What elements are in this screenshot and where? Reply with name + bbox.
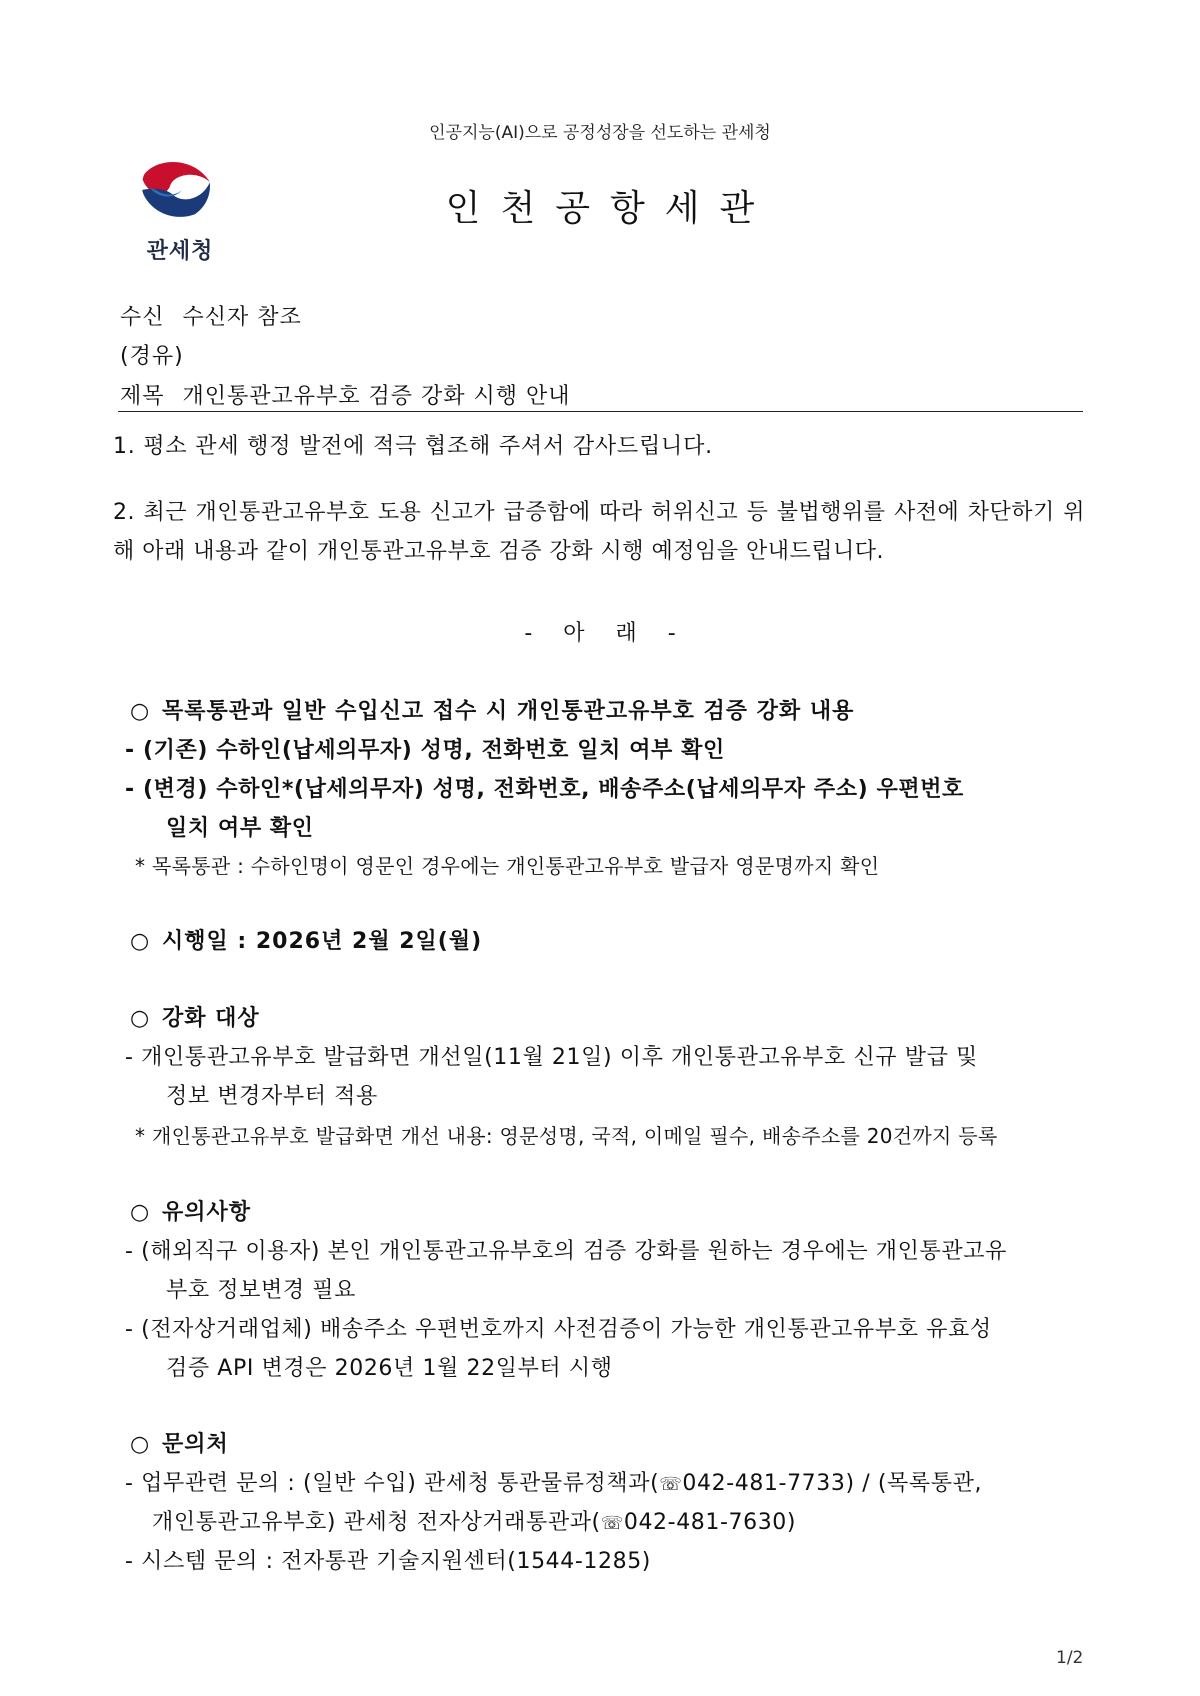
subject-value: 개인통관고유부호 검증 강화 시행 안내: [182, 384, 571, 409]
section-heading-target: [130, 1001, 260, 1032]
section-title: 강화 대상: [162, 1006, 260, 1031]
bullet-icon: ○: [130, 1200, 151, 1225]
subject-label: 제목: [120, 384, 165, 409]
section-heading-contact: [130, 1427, 229, 1458]
list-item-ecommerce-continued: 검증 API 변경은 2026년 1월 22일부터 시행: [166, 1356, 613, 1381]
bullet-icon: ○: [130, 699, 151, 724]
list-item-changed: - (변경) 수하인*(납세의무자) 성명, 전화번호, 배송주소(납세의무자 주소) 우편번호: [125, 777, 964, 802]
footnote-list-clearance: * 목록통관 : 수하인명이 영문인 경우에는 개인통관고유부호 발급자 영문명까지 확인: [135, 854, 880, 878]
section-title: 유의사항: [162, 1200, 252, 1225]
footnote-improvements: * 개인통관고유부호 발급화면 개선 내용: 영문성명, 국적, 이메일 필수, 배송주소를 20건까지 등록: [135, 1124, 998, 1148]
inquiry-text: ) / (목록통관,: [845, 1471, 983, 1496]
recipient-label: 수신: [120, 305, 165, 330]
paragraph-2: 2. 최근 개인통관고유부호 도용 신고가 급증함에 따라 허위신고 등 불법행위를 사전에 차단하기 위해 아래 내용과 같이 개인통관고유부호 검증 강화 시행 예정임을 안내드립니다.: [113, 500, 1085, 564]
list-item-direct-buyers-continued: 부호 정보변경 필요: [166, 1278, 357, 1303]
phone-number: 042-481-7630: [623, 1510, 787, 1535]
phone-icon: ☏: [600, 1513, 624, 1534]
list-item-target: - 개인통관고유부호 발급화면 개선일(11월 21일) 이후 개인통관고유부호 신규 발급 및: [125, 1045, 978, 1070]
bullet-icon: ○: [130, 929, 151, 954]
inquiry-text: ): [786, 1510, 797, 1535]
list-item-existing: - (기존) 수하인(납세의무자) 성명, 전화번호 일치 여부 확인: [125, 738, 725, 763]
below-marker: - 아 래 -: [524, 621, 676, 646]
organization-title: 인천공항세관: [445, 188, 775, 229]
list-item-target-continued: 정보 변경자부터 적용: [166, 1084, 378, 1109]
section-title: 시행일 : 2026년 2월 2일(월): [162, 929, 483, 954]
phone-number: 042-481-7733: [682, 1471, 846, 1496]
via-line: (경유): [120, 344, 184, 369]
subject-line: [120, 379, 571, 410]
paragraph-1: 1. 평소 관세 행정 발전에 적극 협조해 주셔서 감사드립니다.: [113, 434, 713, 459]
section-heading-effective-date: [130, 924, 482, 955]
list-item-business-inquiry-continued: [152, 1505, 796, 1536]
section-title: 목록통관과 일반 수입신고 접수 시 개인통관고유부호 검증 강화 내용: [162, 699, 855, 724]
inquiry-text: - 업무관련 문의 : (일반 수입) 관세청 통관물류정책과(: [125, 1471, 660, 1496]
logo-text: 관세청: [146, 239, 214, 264]
section-heading-inspection: [130, 694, 854, 725]
recipient-value: 수신자 참조: [182, 305, 302, 330]
phone-icon: ☏: [659, 1474, 683, 1495]
page-number: 1/2: [1056, 1648, 1084, 1668]
header-divider: [118, 411, 1083, 412]
section-heading-notes: [130, 1195, 251, 1226]
slogan: 인공지능(AI)으로 공정성장을 선도하는 관세청: [429, 123, 771, 143]
section-title: 문의처: [162, 1432, 229, 1457]
list-item-business-inquiry: [125, 1466, 982, 1497]
bullet-icon: ○: [130, 1432, 151, 1457]
list-item-ecommerce: - (전자상거래업체) 배송주소 우편번호까지 사전검증이 가능한 개인통관고유부호 유효성: [125, 1317, 992, 1342]
list-item-system-inquiry: - 시스템 문의 : 전자통관 기술지원센터(1544-1285): [125, 1549, 651, 1574]
list-item-changed-continued: 일치 여부 확인: [166, 816, 314, 841]
list-item-direct-buyers: - (해외직구 이용자) 본인 개인통관고유부호의 검증 강화를 원하는 경우에는 개인통관고유: [125, 1239, 1007, 1264]
recipient-line: [120, 300, 302, 331]
inquiry-text: 개인통관고유부호) 관세청 전자상거래통관과(: [152, 1510, 601, 1535]
bullet-icon: ○: [130, 1006, 151, 1031]
